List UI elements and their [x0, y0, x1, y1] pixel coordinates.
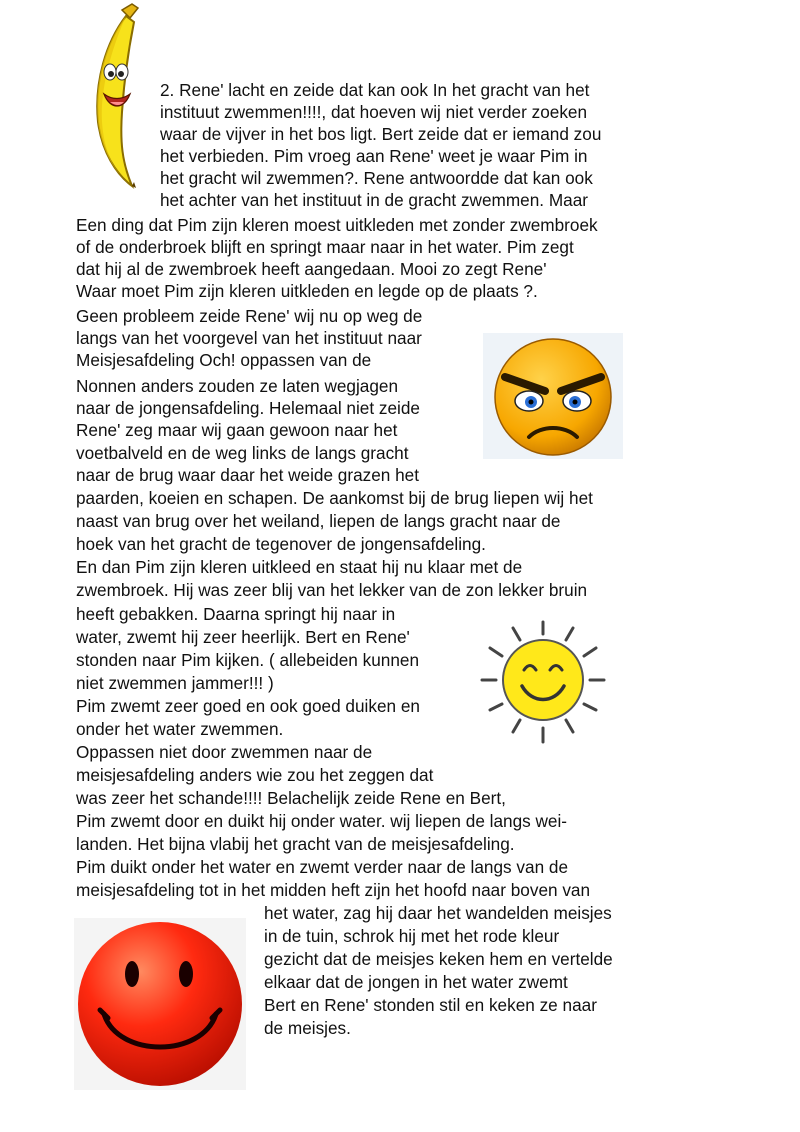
text-line: stonden naar Pim kijken. ( allebeiden kunnen: [76, 650, 420, 670]
text-line: Oppassen niet door zwemmen naar de: [76, 742, 373, 762]
text-line: of de onderbroek blijft en springt maar naar in het water. Pim zegt: [76, 237, 574, 257]
text-line: Pim zwemt zeer goed en ook goed duiken en: [76, 696, 420, 716]
text-line: langs van het voorgevel van het instituut naar: [76, 328, 422, 348]
banana-illustration: [76, 2, 144, 190]
text-line: Geen probleem zeide Rene' wij nu op weg de: [76, 306, 423, 326]
text-line: was zeer het schande!!!! Belachelijk zeide Rene en Bert,: [76, 788, 506, 808]
text-line: niet zwemmen jammer!!! ): [76, 673, 274, 693]
text-line: Waar moet Pim zijn kleren uitkleden en legde op de plaats ?.: [76, 281, 538, 301]
sun-illustration: [478, 618, 608, 746]
text-line: naast van brug over het weiland, liepen de langs gracht naar de: [76, 511, 561, 531]
text-line: naar de jongensafdeling. Helemaal niet zeide: [76, 398, 420, 418]
text-line: instituut zwemmen!!!!, dat hoeven wij niet verder zoeken: [160, 102, 588, 122]
text-line: meisjesafdeling anders wie zou het zeggen dat: [76, 765, 434, 785]
text-line: het achter van het instituut in de gracht zwemmen. Maar: [160, 190, 588, 210]
text-line: En dan Pim zijn kleren uitkleed en staat hij nu klaar met de: [76, 557, 523, 577]
text-line: in de tuin, schrok hij met het rode kleur: [264, 926, 560, 946]
text-line: voetbalveld en de weg links de langs gracht: [76, 443, 409, 463]
text-line: het gracht wil zwemmen?. Rene antwoordde dat kan ook: [160, 168, 593, 188]
text-line: landen. Het bijna vlabij het gracht van de meisjesafdeling.: [76, 834, 515, 854]
text-line: Meisjesafdeling Och! oppassen van de: [76, 350, 372, 370]
text-line: water, zwemt hij zeer heerlijk. Bert en Rene': [76, 627, 410, 647]
text-line: 2. Rene' lacht en zeide dat kan ook In het gracht van het: [160, 80, 590, 100]
text-line: Bert en Rene' stonden stil en keken ze naar: [264, 995, 597, 1015]
text-line: Pim duikt onder het water en zwemt verder naar de langs van de: [76, 857, 569, 877]
text-line: dat hij al de zwembroek heeft aangedaan. Mooi zo zegt Rene': [76, 259, 547, 279]
text-line: heeft gebakken. Daarna springt hij naar in: [76, 604, 396, 624]
text-line: Nonnen anders zouden ze laten wegjagen: [76, 376, 399, 396]
text-line: paarden, koeien en schapen. De aankomst bij de brug liepen wij het: [76, 488, 593, 508]
text-line: meisjesafdeling tot in het midden heft zijn het hoofd naar boven van: [76, 880, 591, 900]
text-line: zwembroek. Hij was zeer blij van het lekker van de zon lekker bruin: [76, 580, 588, 600]
text-line: waar de vijver in het bos ligt. Bert zeide dat er iemand zou: [160, 124, 602, 144]
text-line: gezicht dat de meisjes keken hem en vertelde: [264, 949, 613, 969]
text-line: Pim zwemt door en duikt hij onder water. wij liepen de langs wei-: [76, 811, 568, 831]
text-line: naar de brug waar daar het weide grazen het: [76, 465, 420, 485]
text-line: Rene' zeg maar wij gaan gewoon naar het: [76, 420, 398, 440]
text-line: het water, zag hij daar het wandelden meisjes: [264, 903, 612, 923]
text-line: het verbieden. Pim vroeg aan Rene' weet je waar Pim in: [160, 146, 588, 166]
text-line: elkaar dat de jongen in het water zwemt: [264, 972, 568, 992]
angry-face-illustration: [483, 333, 623, 459]
red-smiley-illustration: [74, 918, 246, 1090]
text-line: Een ding dat Pim zijn kleren moest uitkleden met zonder zwembroek: [76, 215, 598, 235]
text-line: onder het water zwemmen.: [76, 719, 284, 739]
text-line: hoek van het gracht de tegenover de jongensafdeling.: [76, 534, 486, 554]
text-line: de meisjes.: [264, 1018, 351, 1038]
